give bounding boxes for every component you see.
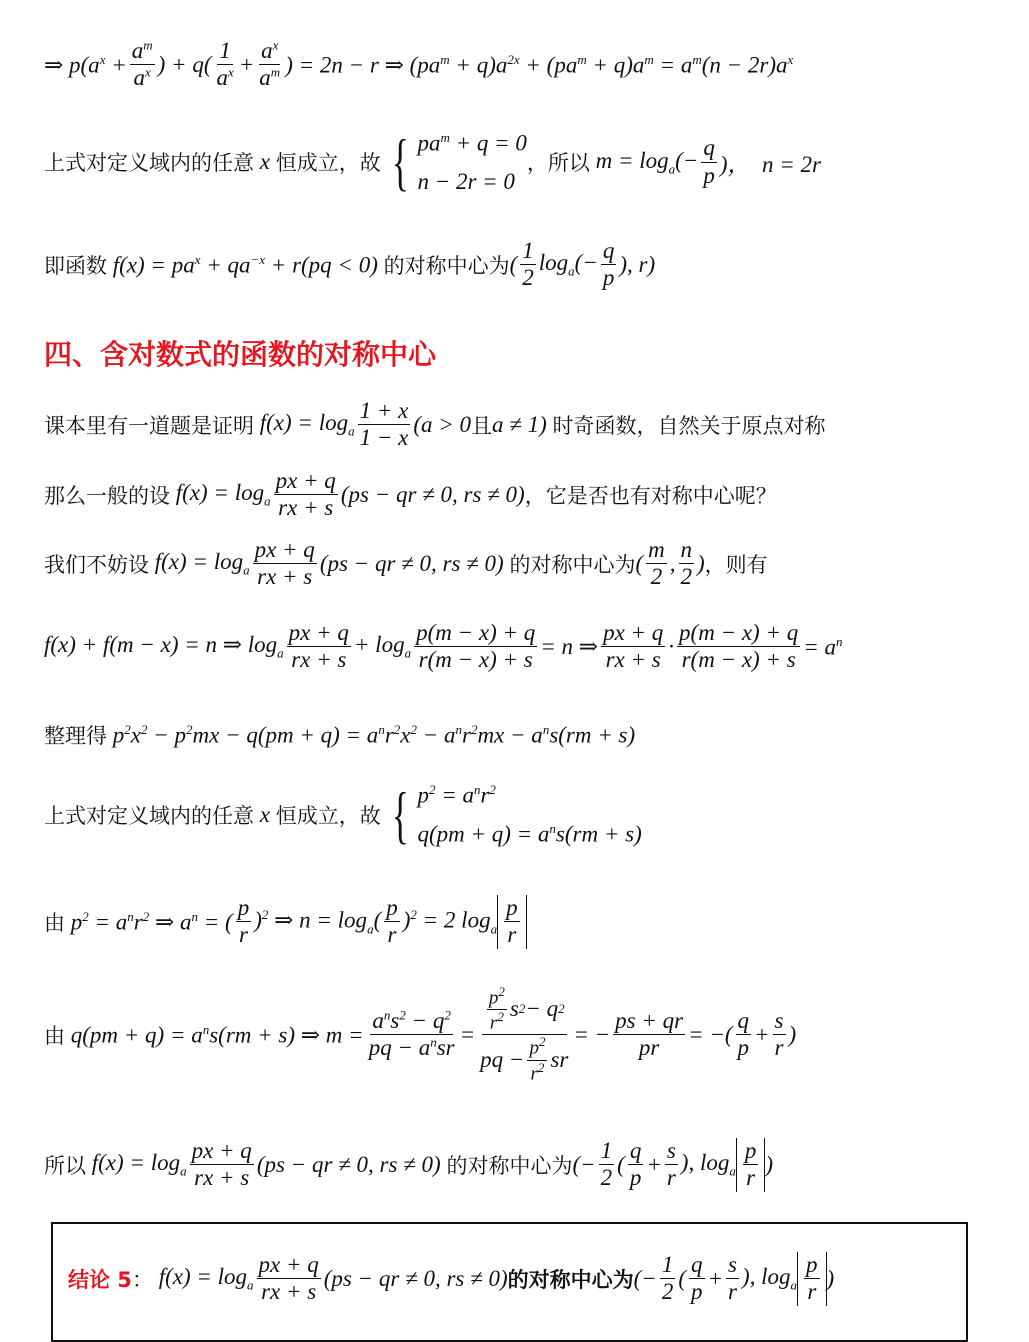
equation-line-13: 所以 $f(x) = \log_a$ $\frac{px + q}{rx + s}$ (ps − qr ≠ 0, rs ≠ 0) 的对称中心为 (− $\frac{1}{2}$ ( $\frac{q}{p}$ + $\frac{s}{r}$ ), $\log_a$ $\frac{p}{r}$ ): [44, 1138, 774, 1191]
text-l9-prefix: 整理得: [44, 724, 107, 748]
equation-line-1: ⇒ $p(a^x$ + $\frac{a^m}{a^x}$ ) + q( $\frac{1}{a^x}$ + $\frac{a^x}{a^m}$ ) = 2n − r ⇒ $(pa^m + q)a^{2x} + (pa^m + q)a^m = a^m(n - 2r)a^x$: [44, 37, 794, 91]
section-heading: 四、含对数式的函数的对称中心: [44, 338, 437, 371]
text-l3-mid: 的对称中心为: [383, 253, 510, 278]
text-l3-prefix: 即函数: [44, 253, 107, 278]
text-l2-so: ，所以: [526, 151, 590, 176]
equation-line-3: 即函数 $f(x) = pa^x + qa^{-x} + r(pq < 0)$ 的对称中心为 ( $\frac{1}{2}$ $\log_a(-$ $\frac{q}{p}$ ), r): [44, 238, 656, 291]
equation-line-8: f(x) + f(m − x) = n ⇒ $\log_a$ $\frac{px + q}{rx + s}$ + $\log_a$ $\frac{p(m - x) + q}{r(m - x) + s}$ = n ⇒ $\frac{px + q}{rx + s}$ · $\frac{p(m - x) + q}{r(m - x) + s}$ = $a^n$: [44, 620, 843, 673]
equation-line-12: 由 $q(pm + q) = a^ns(rm + s)$ ⇒ m = $\frac{a^ns^2 - q^2}{pq - a^nsr}$ = $\frac{p^2}{r^2}$ s 2 − q 2 pq − $\frac{p^2}{r^2}$ sr = − $\frac{ps + qr}{pr}$ = −( $\frac{q}{p}$ + $\frac{s}{r}$ ): [44, 984, 797, 1084]
text-l2-prefix: 上式对定义域内的任意: [44, 151, 254, 176]
equation-line-2: 上式对定义域内的任意 x 恒成立，故 { $pa^m + q = 0$ n − 2r = 0 ，所以 $m = \log_a(-$ $\frac{q}{p}$ )， n = 2r: [44, 126, 821, 198]
conclusion-label: 结论 5: [68, 1267, 132, 1292]
text-l13-mid: 的对称中心为: [446, 1153, 573, 1178]
text-l7-prefix: 我们不妨设: [44, 552, 149, 577]
text-l7-mid: 的对称中心为: [509, 552, 636, 577]
conclusion-mid: 的对称中心为: [507, 1267, 634, 1292]
equation-line-5: 课本里有一道题是证明 $f(x) = \log_a$ $\frac{1 + x}{1 - x}$ (a > 0 且 a ≠ 1) 时奇函数，自然关于原点对称: [44, 398, 826, 451]
text-l6-suffix: ，它是否也有对称中心呢？: [524, 483, 777, 508]
text-l11-prefix: 由: [44, 910, 65, 935]
text-l2-mid: 恒成立，故: [275, 151, 381, 176]
text-l10-prefix: 上式对定义域内的任意: [44, 803, 254, 828]
text-l6-prefix: 那么一般的设: [44, 483, 170, 508]
equation-line-7: 我们不妨设 $f(x) = \log_a$ $\frac{px + q}{rx + s}$ (ps − qr ≠ 0, rs ≠ 0) 的对称中心为 ( $\frac{m}{2}$ , $\frac{n}{2}$ ) ，则有: [44, 537, 768, 590]
equation-line-6: 那么一般的设 $f(x) = \log_a$ $\frac{px + q}{rx + s}$ (ps − qr ≠ 0, rs ≠ 0) ，它是否也有对称中心呢？: [44, 468, 777, 521]
text-l10-mid: 恒成立，故: [275, 803, 381, 828]
text-l5-suffix: 时奇函数，自然关于原点对称: [552, 413, 826, 438]
text-l5-prefix: 课本里有一道题是证明: [44, 413, 254, 438]
equation-line-10: 上式对定义域内的任意 x 恒成立，故 { $p^2 = a^nr^2$ $q(pm + q) = a^ns(rm + s)$: [44, 778, 642, 850]
conclusion-colon: ：: [131, 1267, 153, 1292]
equation-line-9: 整理得 $p^2x^2 - p^2mx - q(pm + q) = a^nr^2x^2 - a^nr^2mx - a^ns(rm + s)$: [44, 721, 636, 748]
conclusion-line: 结论 5 ： $f(x) = \log_a$ $\frac{px + q}{rx + s}$ (ps − qr ≠ 0, rs ≠ 0) 的对称中心为 (− $\frac{1}{2}$ ( $\frac{q}{p}$ + $\frac{s}{r}$ ), $\log_a$ $\frac{p}{r}$ ): [68, 1252, 835, 1305]
text-l12-prefix: 由: [44, 1023, 65, 1048]
equation-line-11: 由 $p^2 = a^nr^2$ ⇒ $a^n$ = ( $\frac{p}{r}$ )$^2$ ⇒ $n = \log_a$( $\frac{p}{r}$ )$^2$ = 2 $\log_a$ $\frac{p}{r}$: [44, 895, 527, 949]
text-l5-and: 且: [471, 413, 492, 438]
text-l7-suffix: ，则有: [704, 552, 768, 577]
text-l13-prefix: 所以: [44, 1153, 86, 1178]
